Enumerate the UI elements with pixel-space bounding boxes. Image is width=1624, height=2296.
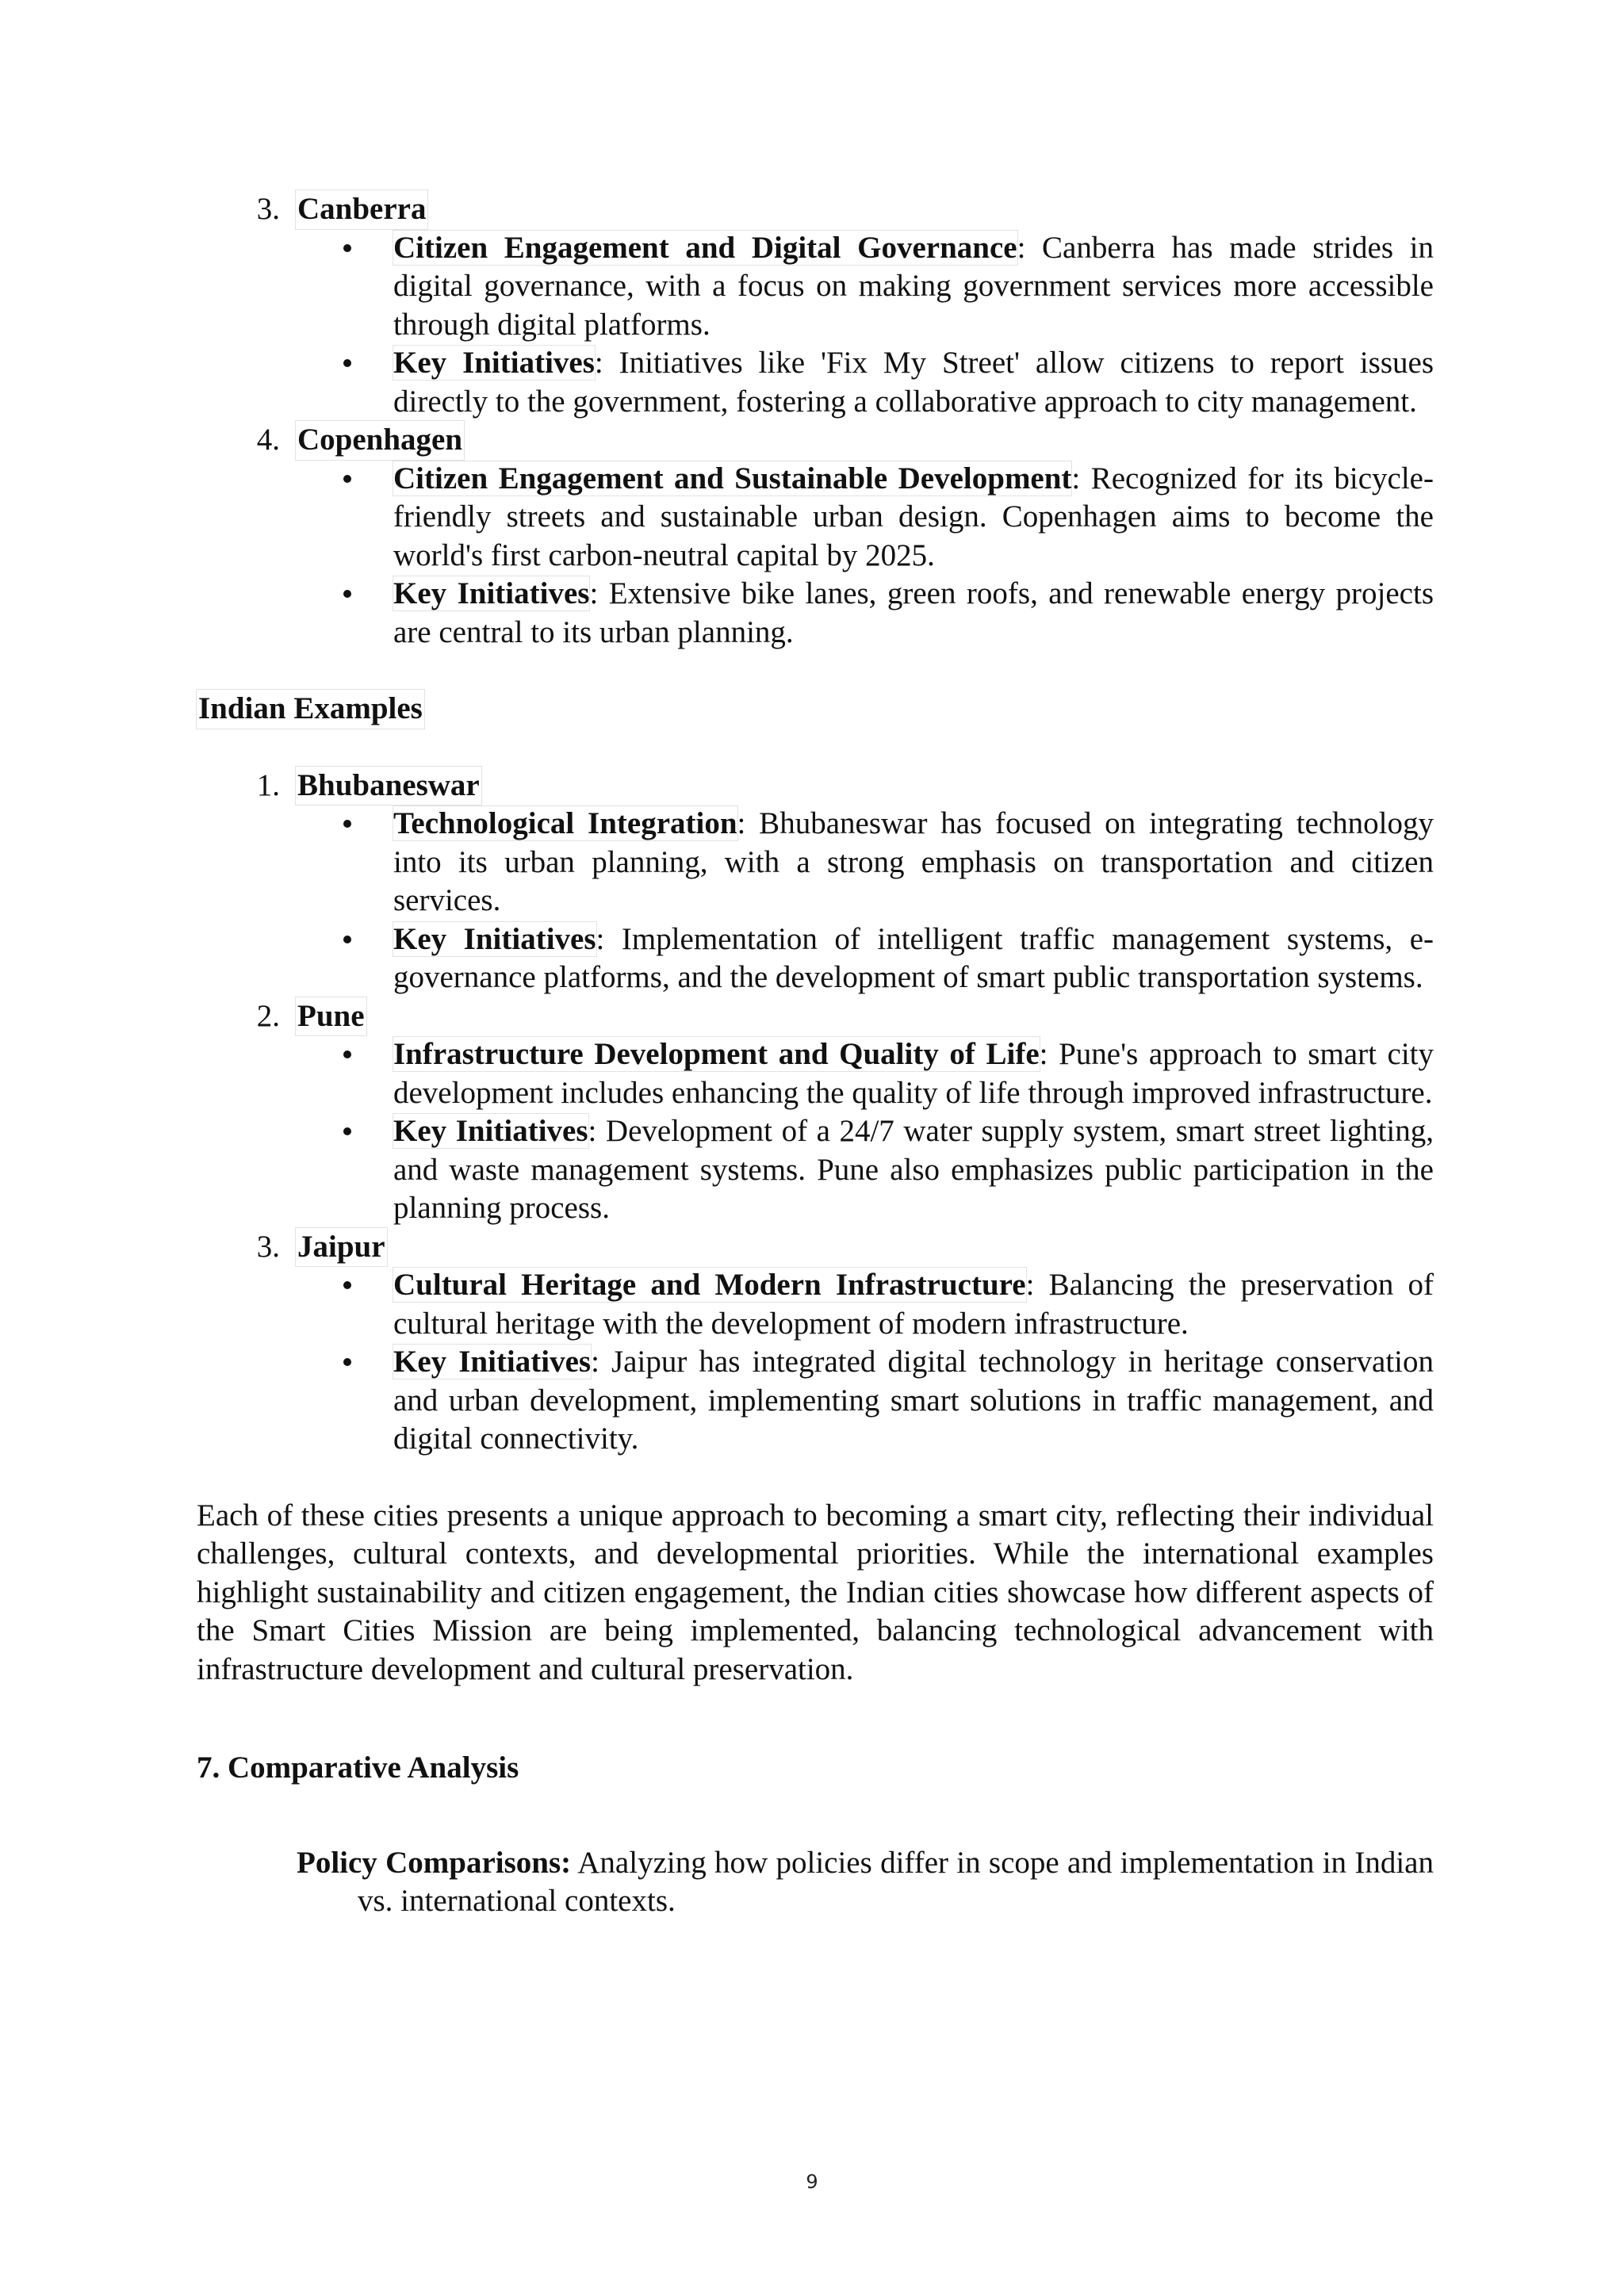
bullet-item: [197, 920, 1434, 997]
list-item-city: [197, 997, 1434, 1228]
document-page: [197, 190, 1434, 1952]
bullet-item: [197, 460, 1434, 576]
policy-paragraph: [197, 1844, 1434, 1921]
city-name: Copenhagen: [296, 421, 464, 460]
bullet-term: Citizen Engagement and Sustainable Development: [393, 461, 1072, 496]
bullet-item: [197, 229, 1434, 345]
bullet-term: Key Initiatives: [393, 576, 590, 610]
list-number: 4.: [256, 423, 280, 457]
bullet-term: Key Initiatives: [393, 346, 595, 380]
bullet-icon: [343, 359, 351, 367]
list-item-city: [197, 767, 1434, 997]
international-examples-list: [197, 190, 1434, 652]
bullet-text: : Pune's approach to smart city development includes enhancing the quality of life through improved infrastructure.: [393, 1037, 1434, 1110]
city-name: Bhubaneswar: [296, 767, 481, 806]
bullet-text: : Implementation of intelligent traffic management systems, e-governance platforms, and the development of smart public transportation systems.: [393, 921, 1434, 994]
bullet-list: [197, 805, 1434, 997]
bullet-text: : Canberra has made strides in digital governance, with a focus on making government services more accessible through digital platforms.: [393, 230, 1434, 342]
bullet-item: [197, 344, 1434, 421]
bullet-text: : Recognized for its bicycle-friendly streets and sustainable urban design. Copenhagen aims to become the world's first carbon-neutral capital by 2025.: [393, 461, 1434, 572]
bullet-item: [197, 575, 1434, 652]
city-name: Jaipur: [296, 1228, 387, 1267]
bullet-icon: [343, 1127, 351, 1135]
bullet-list: [197, 1266, 1434, 1459]
city-name: Canberra: [296, 190, 427, 229]
bullet-icon: [343, 1358, 351, 1366]
bullet-icon: [343, 1050, 351, 1058]
bullet-term: Cultural Heritage and Modern Infrastructure: [393, 1268, 1026, 1302]
bullet-term: Key Initiatives: [393, 1114, 588, 1148]
bullet-text: : Development of a 24/7 water supply system, smart street lighting, and waste management systems. Pune also emphasizes public participation in the planning process.: [393, 1114, 1434, 1225]
bullet-list: [197, 460, 1434, 652]
section-heading: 7. Comparative Analysis: [197, 1751, 519, 1785]
indian-examples-list: [197, 767, 1434, 1459]
list-item-city: [197, 421, 1434, 652]
bullet-term: Infrastructure Development and Quality of Life: [393, 1037, 1040, 1071]
list-number: 1.: [256, 767, 280, 802]
list-item-city: [197, 190, 1434, 421]
page-number: 9: [806, 2171, 818, 2193]
bullet-icon: [343, 590, 351, 598]
bullet-term: Technological Integration: [393, 806, 737, 840]
bullet-text: : Initiatives like 'Fix My Street' allow citizens to report issues directly to the government, fostering a collaborative approach to city management.: [393, 346, 1434, 419]
policy-text: Analyzing how policies differ in scope and implementation in Indian vs. international contexts.: [358, 1845, 1434, 1918]
bullet-term: Citizen Engagement and Digital Governance: [393, 230, 1017, 265]
summary-paragraph: Each of these cities presents a unique approach to becoming a smart city, reflecting their individual challenges, cultural contexts, and developmental priorities. While the international examples highlight sustainability and citizen engagement, the Indian cities showcase how different aspects of the Smart Cities Mission are being implemented, balancing technological advancement with infrastructure development and cultural preservation.: [197, 1498, 1434, 1686]
bullet-list: [197, 229, 1434, 422]
list-item-city: [197, 1228, 1434, 1459]
bullet-list: [197, 1035, 1434, 1228]
bullet-term: Key Initiatives: [393, 921, 596, 956]
list-number: 3.: [256, 192, 280, 226]
bullet-item: [197, 1266, 1434, 1343]
list-number: 2.: [256, 998, 280, 1033]
bullet-item: [197, 805, 1434, 920]
bullet-text: : Balancing the preservation of cultural heritage with the development of modern infrastructure.: [393, 1268, 1434, 1341]
bullet-icon: [343, 820, 351, 828]
bullet-icon: [343, 936, 351, 943]
list-number: 3.: [256, 1229, 280, 1264]
bullet-text: : Extensive bike lanes, green roofs, and renewable energy projects are central to its urban planning.: [393, 576, 1434, 649]
bullet-item: [197, 1112, 1434, 1228]
bullet-term: Key Initiatives: [393, 1345, 592, 1379]
bullet-icon: [343, 1281, 351, 1289]
policy-label: Policy Comparisons:: [297, 1845, 572, 1880]
bullet-icon: [343, 244, 351, 252]
bullet-text: : Jaipur has integrated digital technology in heritage conservation and urban development, implementing smart solutions in traffic management, and digital connectivity.: [393, 1345, 1434, 1456]
bullet-text: : Bhubaneswar has focused on integrating technology into its urban planning, with a strong emphasis on transportation and citizen services.: [393, 806, 1434, 917]
bullet-item: [197, 1035, 1434, 1112]
bullet-icon: [343, 475, 351, 483]
section-subheading: Indian Examples: [197, 690, 424, 729]
bullet-item: [197, 1343, 1434, 1459]
city-name: Pune: [296, 997, 366, 1036]
